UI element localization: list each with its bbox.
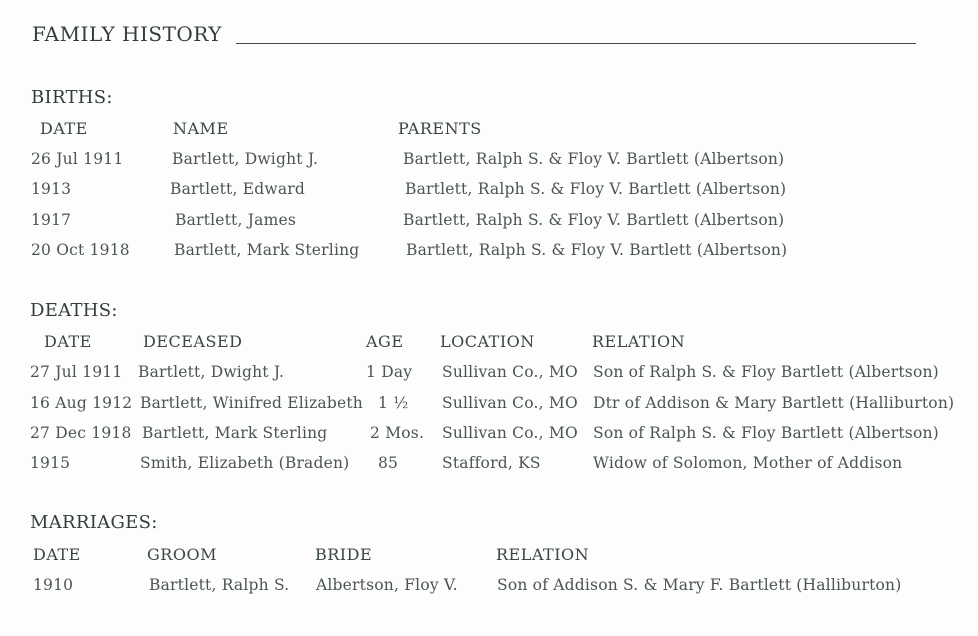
deaths-row-4-relation: Widow of Solomon, Mother of Addison bbox=[593, 454, 903, 472]
births-row-4-date: 20 Oct 1918 bbox=[31, 241, 130, 259]
page-title: FAMILY HISTORY bbox=[32, 22, 222, 46]
deaths-row-2-deceased: Bartlett, Winifred Elizabeth bbox=[140, 394, 363, 412]
marriages-row-1-groom: Bartlett, Ralph S. bbox=[149, 576, 290, 594]
marriages-row-1-bride: Albertson, Floy V. bbox=[316, 576, 458, 594]
deaths-row-4-deceased: Smith, Elizabeth (Braden) bbox=[140, 454, 350, 472]
deaths-heading: DEATHS: bbox=[30, 300, 118, 321]
deaths-row-2-date: 16 Aug 1912 bbox=[30, 394, 133, 412]
deaths-col-date: DATE bbox=[44, 332, 92, 351]
deaths-col-age: AGE bbox=[366, 332, 404, 351]
deaths-row-3-deceased: Bartlett, Mark Sterling bbox=[142, 424, 328, 442]
deaths-row-3-relation: Son of Ralph S. & Floy Bartlett (Albertson) bbox=[593, 424, 939, 442]
births-row-1-date: 26 Jul 1911 bbox=[31, 150, 124, 168]
deaths-row-2-age: 1 ½ bbox=[378, 394, 409, 412]
marriages-row-1-date: 1910 bbox=[33, 576, 74, 594]
births-row-3-parents: Bartlett, Ralph S. & Floy V. Bartlett (Albertson) bbox=[403, 211, 785, 229]
births-heading: BIRTHS: bbox=[31, 87, 113, 108]
births-row-1-parents: Bartlett, Ralph S. & Floy V. Bartlett (Albertson) bbox=[403, 150, 785, 168]
births-row-3-date: 1917 bbox=[31, 211, 72, 229]
deaths-row-3-date: 27 Dec 1918 bbox=[30, 424, 132, 442]
deaths-row-1-deceased: Bartlett, Dwight J. bbox=[138, 363, 285, 381]
births-row-3-name: Bartlett, James bbox=[175, 211, 296, 229]
deaths-row-3-age: 2 Mos. bbox=[370, 424, 425, 442]
deaths-row-1-date: 27 Jul 1911 bbox=[30, 363, 123, 381]
deaths-row-1-age: 1 Day bbox=[366, 363, 413, 381]
deaths-row-2-relation: Dtr of Addison & Mary Bartlett (Halliburton) bbox=[593, 394, 955, 412]
births-row-1-name: Bartlett, Dwight J. bbox=[172, 150, 319, 168]
marriages-heading: MARRIAGES: bbox=[30, 512, 158, 533]
births-col-name: NAME bbox=[173, 119, 229, 138]
deaths-row-2-location: Sullivan Co., MO bbox=[442, 394, 578, 412]
deaths-row-3-location: Sullivan Co., MO bbox=[442, 424, 578, 442]
marriages-col-date: DATE bbox=[33, 545, 81, 564]
deaths-col-deceased: DECEASED bbox=[143, 332, 243, 351]
marriages-row-1-relation: Son of Addison S. & Mary F. Bartlett (Halliburton) bbox=[497, 576, 902, 594]
deaths-row-4-date: 1915 bbox=[30, 454, 71, 472]
births-col-date: DATE bbox=[40, 119, 88, 138]
deaths-row-4-location: Stafford, KS bbox=[442, 454, 541, 472]
marriages-col-bride: BRIDE bbox=[315, 545, 373, 564]
deaths-row-1-relation: Son of Ralph S. & Floy Bartlett (Albertson) bbox=[593, 363, 939, 381]
births-row-4-name: Bartlett, Mark Sterling bbox=[174, 241, 360, 259]
deaths-col-relation: RELATION bbox=[592, 332, 686, 351]
page-title-block bbox=[32, 22, 916, 48]
births-row-4-parents: Bartlett, Ralph S. & Floy V. Bartlett (Albertson) bbox=[406, 241, 788, 259]
marriages-col-relation: RELATION bbox=[496, 545, 590, 564]
births-col-parents: PARENTS bbox=[398, 119, 482, 138]
births-row-2-parents: Bartlett, Ralph S. & Floy V. Bartlett (Albertson) bbox=[405, 180, 787, 198]
deaths-row-1-location: Sullivan Co., MO bbox=[442, 363, 578, 381]
deaths-row-4-age: 85 bbox=[378, 454, 399, 472]
births-row-2-name: Bartlett, Edward bbox=[170, 180, 305, 198]
deaths-col-location: LOCATION bbox=[440, 332, 535, 351]
marriages-col-groom: GROOM bbox=[147, 545, 217, 564]
title-underline bbox=[236, 43, 916, 44]
births-row-2-date: 1913 bbox=[31, 180, 72, 198]
